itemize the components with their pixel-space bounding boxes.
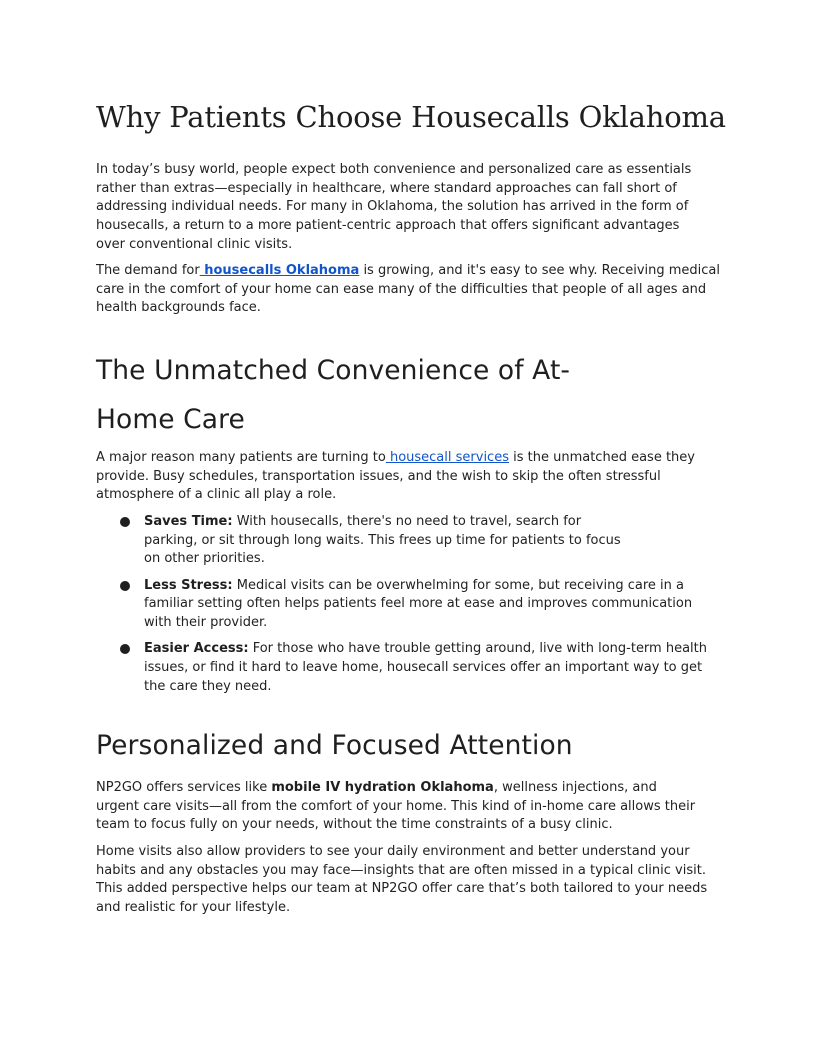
benefits-list bbox=[96, 513, 722, 704]
bullet-text: For those who have trouble getting around, live with long-term health issues, or find it hard to leave home, housecall services offer an important way to get the care they need. bbox=[144, 641, 707, 694]
document-title: Why Patients Choose Housecalls Oklahoma bbox=[96, 100, 726, 134]
housecalls-oklahoma-link[interactable]: housecalls Oklahoma bbox=[199, 263, 360, 278]
personalized-text-after: , wellness injections, and urgent care visits—all from the comfort of your home. This kind of in-home care allows their team to focus fully on your needs, without the time constraints of a busy clinic. bbox=[96, 780, 696, 833]
bullet-text: Medical visits can be overwhelming for some, but receiving care in a familiar setting often helps patients feel more at ease and improves communication with their provider. bbox=[144, 577, 693, 631]
list-item bbox=[96, 513, 722, 569]
bullet-label: Saves Time: bbox=[144, 514, 233, 529]
convenience-paragraph bbox=[96, 449, 722, 505]
list-item bbox=[96, 577, 722, 633]
bullet-icon bbox=[120, 581, 130, 591]
section-heading-convenience: The Unmatched Convenience of At-Home Care bbox=[96, 355, 571, 435]
home-visits-paragraph: Home visits also allow providers to see your daily environment and better understand your habits and any obstacles you may face—insights that are often missed in a typical clinic visit. This added perspective helps our team at NP2GO offer care that’s both tailored to your needs and realistic for your lifestyle. bbox=[96, 844, 708, 916]
list-item bbox=[96, 640, 722, 696]
bullet-label: Less Stress: bbox=[144, 577, 233, 593]
bullet-label: Easier Access: bbox=[144, 641, 249, 657]
section-heading-personalized: Personalized and Focused Attention bbox=[96, 730, 573, 761]
housecall-services-link[interactable]: housecall services bbox=[385, 450, 509, 465]
bullet-text: With housecalls, there's no need to travel, search for parking, or sit through long waits. This frees up time for patients to focus on other priorities. bbox=[144, 514, 621, 567]
bullet-icon bbox=[120, 517, 130, 527]
personalized-text-before: NP2GO offers services like bbox=[96, 780, 272, 795]
convenience-text-before: A major reason many patients are turning to bbox=[96, 450, 386, 465]
intro-paragraph: In today’s busy world, people expect both convenience and personalized care as essentials rather than extras—especially in healthcare, where standard approaches can fall short of addressing individual needs. For many in Oklahoma, the solution has arrived in the form of housecalls, a return to a more patient-centric approach that offers significant advantages over conventional clinic visits. bbox=[96, 162, 692, 252]
demand-paragraph bbox=[96, 262, 722, 318]
bullet-icon bbox=[120, 644, 130, 654]
convenience-text-after: is the unmatched ease they provide. Busy schedules, transportation issues, and the wish to skip the often stressful atmosphere of a clinic all play a role. bbox=[96, 450, 695, 503]
demand-text-before: The demand for bbox=[96, 263, 200, 278]
mobile-iv-hydration-text: mobile IV hydration Oklahoma bbox=[271, 780, 494, 795]
personalized-paragraph bbox=[96, 779, 701, 835]
demand-text-after: is growing, and it's easy to see why. Receiving medical care in the comfort of your home can ease many of the difficulties that people of all ages and health backgrounds face. bbox=[96, 263, 721, 316]
